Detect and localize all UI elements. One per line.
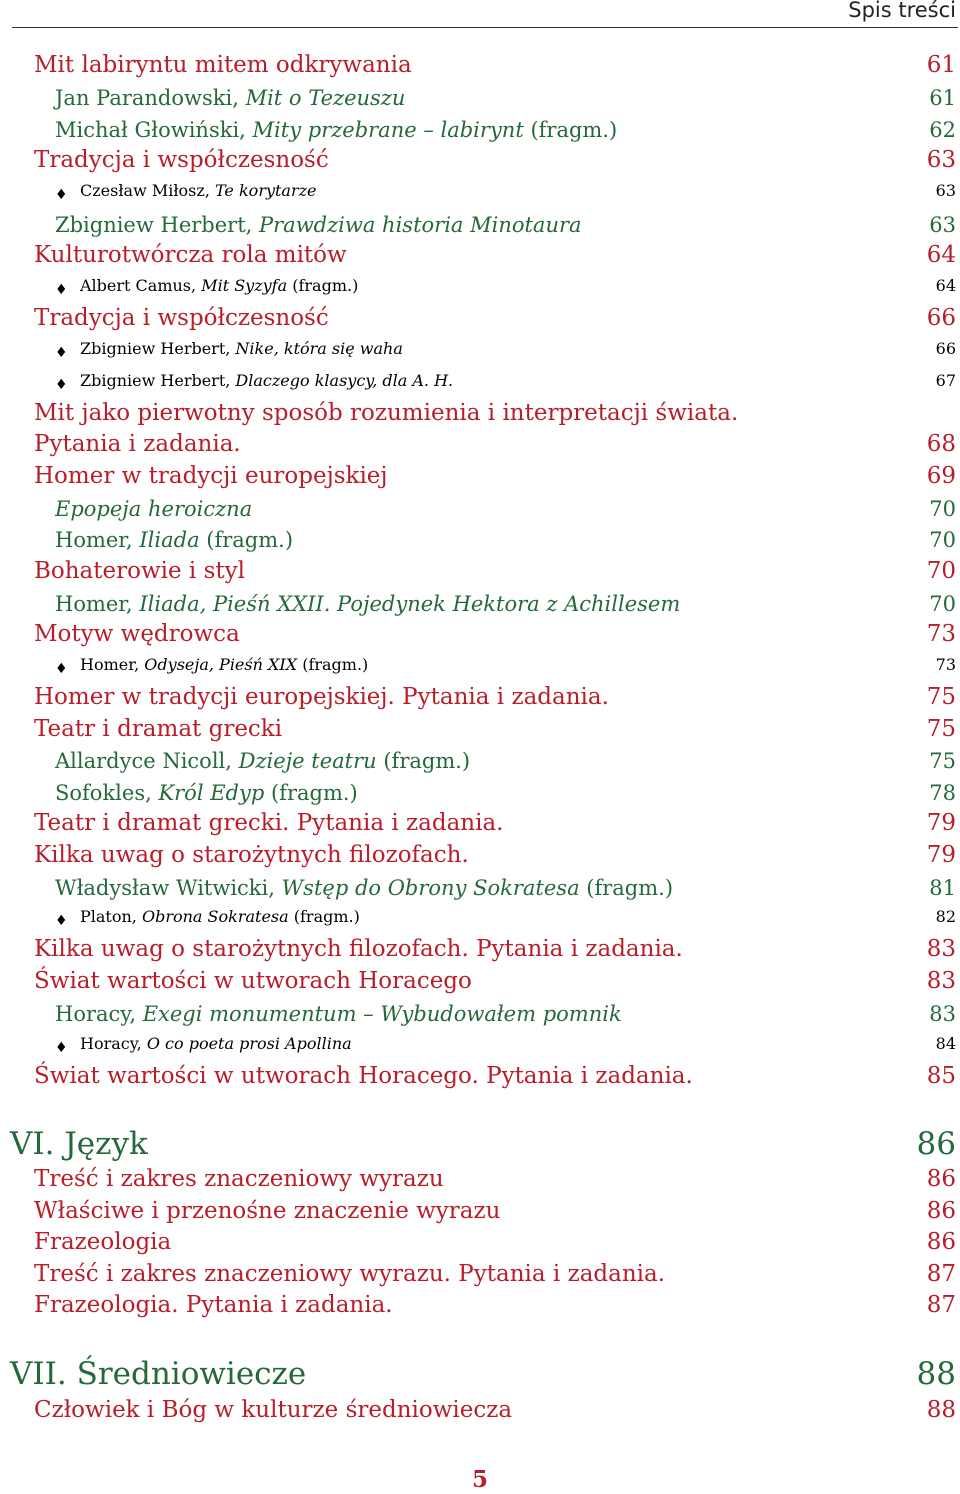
toc-title-part: Homer, <box>80 655 145 674</box>
toc-title-part: Homer w tradycji europejskiej <box>34 463 388 489</box>
toc-page-number: 68 <box>926 431 956 457</box>
toc-title-part: Odyseja, Pieśń XIX <box>144 655 298 674</box>
toc-title-part: (fragm.) <box>288 907 360 926</box>
toc-page-number: 66 <box>935 339 956 358</box>
toc-title-part: Treść i zakres znaczeniowy wyrazu <box>34 1166 444 1192</box>
toc-title <box>34 1198 500 1224</box>
diamond-bullet-icon: ♦ <box>55 661 68 677</box>
toc-title <box>34 1261 665 1287</box>
toc-title-part: Homer w tradycji europejskiej. Pytania i zadania. <box>34 684 609 710</box>
toc-title <box>55 86 405 110</box>
toc-page-number: 70 <box>929 592 956 616</box>
toc-title <box>34 1063 693 1089</box>
toc-title-part: Homer, <box>55 528 140 552</box>
toc-title <box>80 371 453 390</box>
toc-page-number: 64 <box>935 276 956 295</box>
toc-page-number: 70 <box>926 558 956 584</box>
toc-title-part: Król Edyp <box>158 781 265 805</box>
running-header-title: Spis treści <box>848 0 956 22</box>
toc-title-part: Tradycja i współczesność <box>34 147 329 173</box>
toc-page-number: 67 <box>935 371 956 390</box>
toc-title <box>34 431 241 457</box>
toc-title-part: (fragm.) <box>264 781 358 805</box>
toc-title-part: Wstęp do Obrony Sokratesa <box>281 876 580 900</box>
toc-title-part: Właściwe i przenośne znaczenie wyrazu <box>34 1198 501 1224</box>
toc-title-part: (fragm.) <box>297 655 369 674</box>
toc-title-part: Teatr i dramat grecki. Pytania i zadania. <box>34 810 504 836</box>
header-rule <box>12 27 958 28</box>
toc-page-number: 70 <box>929 497 956 521</box>
toc-page-number: 82 <box>935 907 956 926</box>
diamond-bullet-icon: ♦ <box>55 377 68 393</box>
toc-page-number: 87 <box>926 1261 956 1287</box>
toc-title-part: Dlaczego klasycy, dla A. H. <box>235 371 454 390</box>
toc-page-number: 86 <box>926 1229 956 1255</box>
toc-page-number: 84 <box>935 1034 956 1053</box>
toc-title-part: Treść i zakres znaczeniowy wyrazu. Pytania i zadania. <box>34 1261 666 1287</box>
toc-title-part: Obrona Sokratesa <box>141 907 289 926</box>
toc-title-part: Sofokles, <box>55 781 159 805</box>
toc-title <box>34 842 469 868</box>
diamond-bullet-icon: ♦ <box>55 1040 68 1056</box>
toc-title <box>80 907 360 926</box>
toc-title-part: Kulturotwórcza rola mitów <box>34 242 347 268</box>
toc-title-part: Władysław Witwicki, <box>55 876 282 900</box>
toc-title-part: Iliada, Pieśń XXII. Pojedynek Hektora z Achillesem <box>139 592 681 616</box>
toc-page-number: 73 <box>935 655 956 674</box>
toc-title-part: Tradycja i współczesność <box>34 305 329 331</box>
diamond-bullet-icon: ♦ <box>55 913 68 929</box>
toc-title-part: Pytania i zadania. <box>34 431 241 457</box>
toc-title-part: Horacy, <box>80 1034 147 1053</box>
toc-title-part: Mity przebrane – labirynt <box>252 118 524 142</box>
toc-title-part: (fragm.) <box>376 749 471 773</box>
toc-title <box>55 528 293 552</box>
toc-title <box>80 276 358 295</box>
toc-title <box>34 1292 393 1318</box>
toc-title-part: Allardyce Nicoll, <box>55 749 239 773</box>
toc-page-number: 85 <box>926 1063 956 1089</box>
toc-page-number: 66 <box>926 305 956 331</box>
toc-title-part: Te korytarze <box>215 181 317 200</box>
toc-title <box>55 876 673 900</box>
toc-title-part: Zbigniew Herbert, <box>80 339 236 358</box>
toc-page-number: 73 <box>926 621 956 647</box>
toc-title <box>55 592 680 616</box>
toc-title-part: Frazeologia. Pytania i zadania. <box>34 1292 393 1318</box>
toc-title-part: O co poeta prosi Apollina <box>146 1034 352 1053</box>
toc-page-number: 61 <box>929 86 956 110</box>
toc-page-number: 86 <box>916 1126 956 1162</box>
toc-title-part: Iliada <box>139 528 200 552</box>
toc-title <box>34 684 609 710</box>
toc-title <box>55 213 582 237</box>
toc-page-number: 62 <box>929 118 956 142</box>
toc-title <box>34 1397 512 1423</box>
toc-title <box>55 497 252 521</box>
toc-title <box>34 242 347 268</box>
toc-title <box>55 118 617 142</box>
toc-title-part: VI. Język <box>10 1126 148 1162</box>
toc-title-part: Motyw wędrowca <box>34 621 240 647</box>
toc-title <box>10 1356 306 1392</box>
diamond-bullet-icon: ♦ <box>55 345 68 361</box>
toc-page-number: 63 <box>926 147 956 173</box>
toc-page-number: 70 <box>929 528 956 552</box>
toc-title-part: Teatr i dramat grecki <box>34 716 283 742</box>
toc-page-number: 78 <box>929 781 956 805</box>
toc-page-number: 88 <box>916 1356 956 1392</box>
toc-title-part: Homer, <box>55 592 140 616</box>
toc-title-part: Michał Głowiński, <box>55 118 253 142</box>
toc-title-part: (fragm.) <box>199 528 294 552</box>
toc-page-number: 63 <box>935 181 956 200</box>
toc-title-part: (fragm.) <box>579 876 674 900</box>
toc-page-number: 69 <box>926 463 956 489</box>
toc-title-part: Zbigniew Herbert, <box>80 371 236 390</box>
toc-title <box>10 1126 148 1162</box>
toc-title <box>80 1034 352 1053</box>
toc-title-part: Kilka uwag o starożytnych filozofach. Pytania i zadania. <box>34 936 683 962</box>
toc-title <box>34 621 240 647</box>
toc-title-part: Mit Syzyfa <box>201 276 288 295</box>
toc-title <box>34 936 683 962</box>
toc-page-number: 83 <box>926 936 956 962</box>
toc-title-part: Świat wartości w utworach Horacego <box>34 968 472 994</box>
page-number: 5 <box>471 1466 488 1493</box>
toc-title-part: (fragm.) <box>287 276 359 295</box>
toc-page-number: 75 <box>929 749 956 773</box>
toc-title-part: VII. Średniowiecze <box>10 1356 307 1392</box>
toc-page-number: 75 <box>926 684 956 710</box>
toc-title <box>34 52 412 78</box>
toc-title-part: Człowiek i Bóg w kulturze średniowiecza <box>34 1397 513 1423</box>
toc-title <box>34 400 738 426</box>
toc-page-number: 88 <box>926 1397 956 1423</box>
toc-title <box>34 716 282 742</box>
toc-page-number: 86 <box>926 1166 956 1192</box>
toc-title <box>34 810 503 836</box>
toc-title <box>34 1166 444 1192</box>
toc-page-number: 61 <box>926 52 956 78</box>
diamond-bullet-icon: ♦ <box>55 187 68 203</box>
toc-page-number: 87 <box>926 1292 956 1318</box>
toc-title-part: Frazeologia <box>34 1229 172 1255</box>
toc-title <box>55 1002 622 1026</box>
toc-title-part: Horacy, <box>55 1002 143 1026</box>
toc-title <box>34 305 329 331</box>
toc-title-part: Jan Parandowski, <box>55 86 246 110</box>
toc-title-part: Dzieje teatru <box>238 749 377 773</box>
toc-title-part: Kilka uwag o starożytnych filozofach. <box>34 842 469 868</box>
toc-title-part: Nike, która się waha <box>235 339 403 358</box>
toc-title-part: Zbigniew Herbert, <box>55 213 259 237</box>
toc-title-part: Czesław Miłosz, <box>80 181 215 200</box>
toc-title-part: Mit jako pierwotny sposób rozumienia i interpretacji świata. <box>34 400 739 426</box>
toc-title-part: Albert Camus, <box>80 276 202 295</box>
toc-title-part: Platon, <box>80 907 142 926</box>
toc-title-part: Bohaterowie i styl <box>34 558 245 584</box>
toc-title-part: Świat wartości w utworach Horacego. Pytania i zadania. <box>34 1063 693 1089</box>
diamond-bullet-icon: ♦ <box>55 282 68 298</box>
toc-title <box>80 181 317 200</box>
toc-title <box>34 558 245 584</box>
toc-title-part: Mit o Tezeuszu <box>245 86 406 110</box>
toc-title <box>34 147 329 173</box>
toc-title <box>34 463 388 489</box>
toc-title-part: Epopeja heroiczna <box>55 497 253 521</box>
toc-title <box>80 655 368 674</box>
toc-title <box>80 339 403 358</box>
toc-page-number: 83 <box>926 968 956 994</box>
toc-page-number: 86 <box>926 1198 956 1224</box>
toc-title <box>55 749 470 773</box>
toc-page-number: 81 <box>929 876 956 900</box>
toc-page-number: 75 <box>926 716 956 742</box>
toc-title <box>55 781 358 805</box>
toc-title-part: Exegi monumentum – Wybudowałem pomnik <box>142 1002 622 1026</box>
toc-page-number: 64 <box>926 242 956 268</box>
toc-title-part: Prawdziwa historia Minotaura <box>259 213 582 237</box>
toc-title-part: Mit labiryntu mitem odkrywania <box>34 52 412 78</box>
toc-title <box>34 968 472 994</box>
toc-title <box>34 1229 171 1255</box>
toc-page-number: 79 <box>926 810 956 836</box>
toc-page-number: 83 <box>929 1002 956 1026</box>
toc-page-number: 63 <box>929 213 956 237</box>
toc-page-number: 79 <box>926 842 956 868</box>
toc-title-part: (fragm.) <box>523 118 618 142</box>
